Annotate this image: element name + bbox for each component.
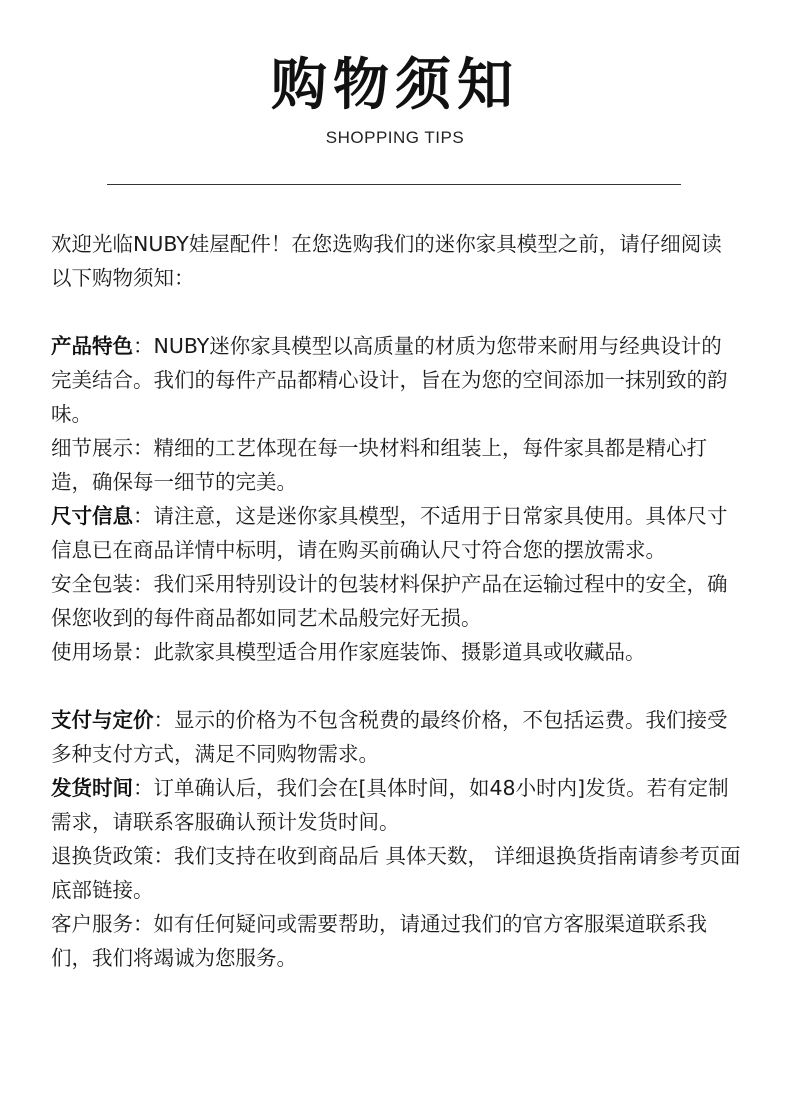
- tip-text: ：请注意，这是迷你家具模型，不适用于日常家具使用。具体尺寸信息已在商品详情中标明，请在购买前确认尺寸符合您的摆放需求。: [51, 504, 728, 562]
- tip-customer-service: [51, 907, 741, 975]
- tip-label: 细节展示: [51, 436, 133, 460]
- tip-text: ：如有任何疑问或需要帮助，请通过我们的官方客服渠道联系我们，我们将竭诚为您服务。: [51, 912, 707, 970]
- tip-label: 客户服务: [51, 912, 133, 936]
- tip-product-features: [51, 329, 741, 431]
- tip-label: 安全包装: [51, 572, 133, 596]
- tip-text: ：订单确认后，我们会在[具体时间，如48小时内]发货。若有定制需求，请联系客服确认预计发货时间。: [51, 776, 729, 834]
- tip-shipping-time: [51, 771, 741, 839]
- tip-text: ：我们采用特别设计的包装材料保护产品在运输过程中的安全，确保您收到的每件商品都如同艺术品般完好无损。: [51, 572, 728, 630]
- tip-safe-packaging: [51, 567, 741, 635]
- tip-label: 尺寸信息: [51, 504, 133, 528]
- tip-label: 退换货政策: [51, 844, 154, 868]
- tips-content: [51, 227, 741, 975]
- tip-text: ：精细的工艺体现在每一块材料和组装上，每件家具都是精心打造，确保每一细节的完美。: [51, 436, 707, 494]
- title-divider: [107, 184, 681, 185]
- intro-paragraph: 欢迎光临NUBY娃屋配件！在您选购我们的迷你家具模型之前，请仔细阅读以下购物须知：: [51, 232, 722, 290]
- tip-return-policy: [51, 839, 741, 907]
- tip-text: ：此款家具模型适合用作家庭装饰、摄影道具或收藏品。: [133, 640, 646, 664]
- section-gap: [51, 669, 741, 703]
- page-subtitle: SHOPPING TIPS: [325, 128, 465, 147]
- tip-label: 发货时间: [51, 776, 133, 800]
- tip-text: ：我们支持在收到商品后 具体天数， 详细退换货指南请参考页面底部链接。: [51, 844, 741, 902]
- tip-label: 产品特色: [51, 334, 133, 358]
- tip-usage-scenarios: [51, 635, 741, 669]
- tip-label: 使用场景: [51, 640, 133, 664]
- tip-text: ：显示的价格为不包含税费的最终价格，不包括运费。我们接受多种支付方式，满足不同购物需求。: [51, 708, 728, 766]
- tip-label: 支付与定价: [51, 708, 154, 732]
- page-title: 购物须知: [271, 53, 519, 118]
- tip-payment-pricing: [51, 703, 741, 771]
- tip-detail-display: [51, 431, 741, 499]
- tip-size-info: [51, 499, 741, 567]
- section-gap: [51, 295, 741, 329]
- tip-text: ：NUBY迷你家具模型以高质量的材质为您带来耐用与经典设计的完美结合。我们的每件产品都精心设计，旨在为您的空间添加一抹别致的韵味。: [51, 334, 728, 426]
